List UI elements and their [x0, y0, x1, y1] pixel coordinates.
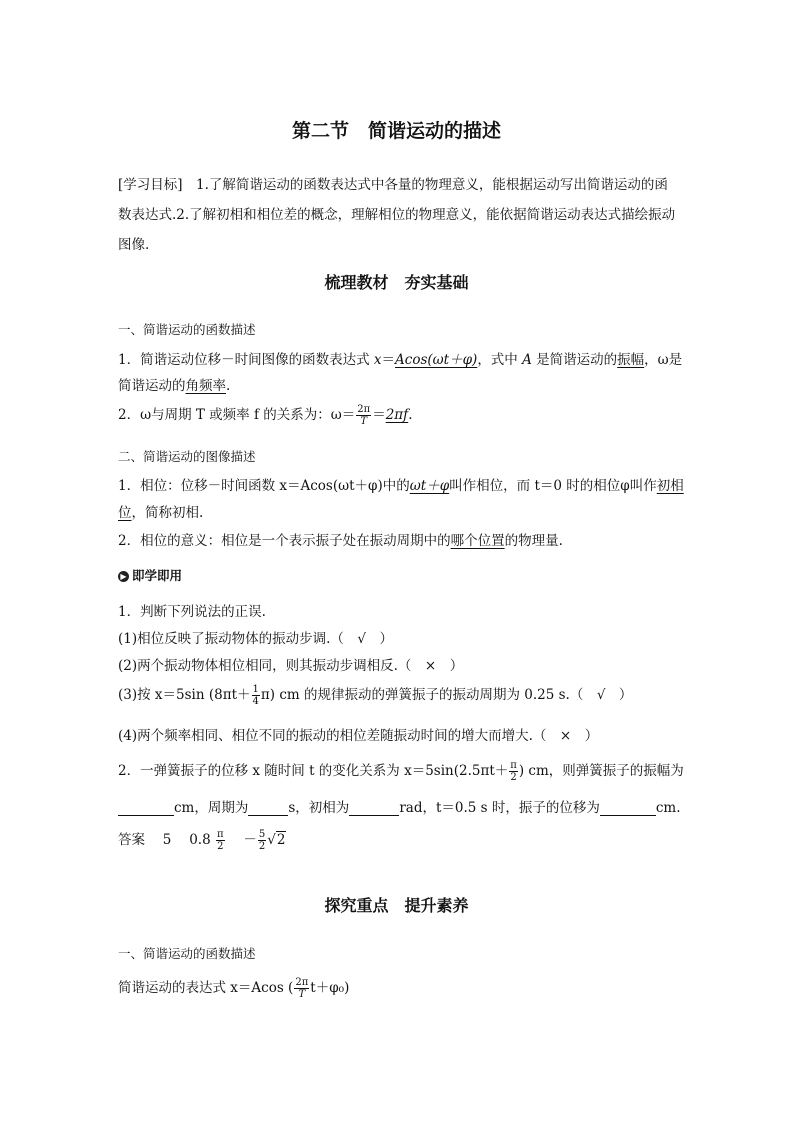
answer-blank — [600, 801, 656, 816]
square-root: 2 — [276, 832, 286, 848]
answer-underline: 初相 — [656, 478, 684, 494]
fraction: $\frac{\pi}{2}$ — [216, 829, 224, 852]
answer-blank — [118, 801, 174, 816]
question-2-line-1: 2．一弹簧振子的位移 x 随时间 t 的变化关系为 x＝5sin(2.5πt＋ $\frac{\pi}{2}$ ) cm，则弹簧振子的振幅为 — [118, 760, 684, 783]
learning-goals: [学习目标] 1.了解简谐运动的函数表达式中各量的物理意义，能根据运动写出简谐运动的函数表达式.2.了解初相和相位差的概念，理解相位的物理意义，能依据简谐运动表达式描绘振动图像. — [118, 177, 676, 253]
page-title: 第二节 简谐运动的描述 — [291, 120, 501, 142]
item-3-line-2: 位，简称初相. — [118, 505, 204, 521]
fraction: $\frac{2\pi}{T}$ — [357, 404, 371, 427]
fraction: $\frac{\pi}{2}$ — [510, 760, 517, 783]
section-heading-1: 梳理教材 夯实基础 — [324, 273, 469, 292]
practice-heading: ▶ 即学即用 — [118, 566, 182, 584]
subheading-function: 一、简谐运动的函数描述 — [118, 322, 256, 337]
fraction: $\frac{2\pi}{T}$ — [295, 977, 309, 1000]
answer-blank — [349, 801, 399, 816]
item-2: 2．ω与周期 T 或频率 f 的关系为：ω＝ $\frac{2\pi}{T}$ ＝2πf. — [118, 404, 413, 427]
question-1-4: (4)两个频率相同、相位不同的振动的相位差随振动时间的增大而增大.（ × ） — [118, 728, 599, 744]
fraction: $\frac{1}{4}$ — [252, 684, 259, 707]
answer-underline: 哪个位置 — [450, 533, 505, 549]
item-1-line-1: 1．简谐运动位移－时间图像的函数表达式 x＝Acos(ωt＋φ)，式中 A 是简谐运动的振幅，ω是 — [118, 352, 683, 368]
item-3-line-1: 1．相位：位移－时间函数 x＝Acos(ωt＋φ)中的ωt＋φ叫作相位，而 t＝0 时的相位φ叫作初相 — [118, 478, 684, 494]
item-4: 2．相位的意义：相位是一个表示振子处在振动周期中的哪个位置的物理量. — [118, 533, 563, 549]
answer-underline: 位 — [118, 505, 132, 521]
answer-underline: ωt＋φ — [409, 478, 450, 494]
answer-underline: 2πf — [385, 407, 409, 423]
question-2-line-2: cm，周期为 s，初相为 rad，t＝0.5 s 时，振子的位移为 cm. — [118, 796, 681, 816]
section-heading-2: 探究重点 提升素养 — [324, 896, 469, 915]
item-1-line-2: 简谐运动的角频率. — [118, 378, 231, 394]
answer-underline: 角频率 — [185, 378, 226, 394]
fraction: $\frac{5}{2}$ — [258, 829, 266, 852]
subheading-function-2: 一、简谐运动的函数描述 — [118, 946, 256, 961]
question-1-1: (1)相位反映了振动物体的振动步调.（ √ ） — [118, 631, 394, 647]
answer-blank — [248, 801, 288, 816]
question-1-2: (2)两个振动物体相位相同，则其振动步调相反.（ × ） — [118, 658, 464, 674]
subheading-graph: 二、简谐运动的图像描述 — [118, 449, 256, 464]
expression-line: 简谐运动的表达式 x＝Acos ( $\frac{2\pi}{T}$ t＋φ₀) — [118, 977, 350, 1000]
answer-underline: 振幅 — [617, 352, 645, 368]
answer-underline: Acos(ωt＋φ) — [395, 352, 478, 368]
question-1: 1．判断下列说法的正误. — [118, 604, 266, 620]
play-icon: ▶ — [118, 571, 129, 582]
answer-line: 答案 5 0.8 $\frac{\pi}{2}$ － $\frac{5}{2}$ √2 — [118, 829, 286, 852]
question-1-3: (3)按 x＝5sin (8πt＋ $\frac{1}{4}$ π) cm 的规律振动的弹簧振子的振动周期为 0.25 s.（ √ ） — [118, 684, 633, 707]
